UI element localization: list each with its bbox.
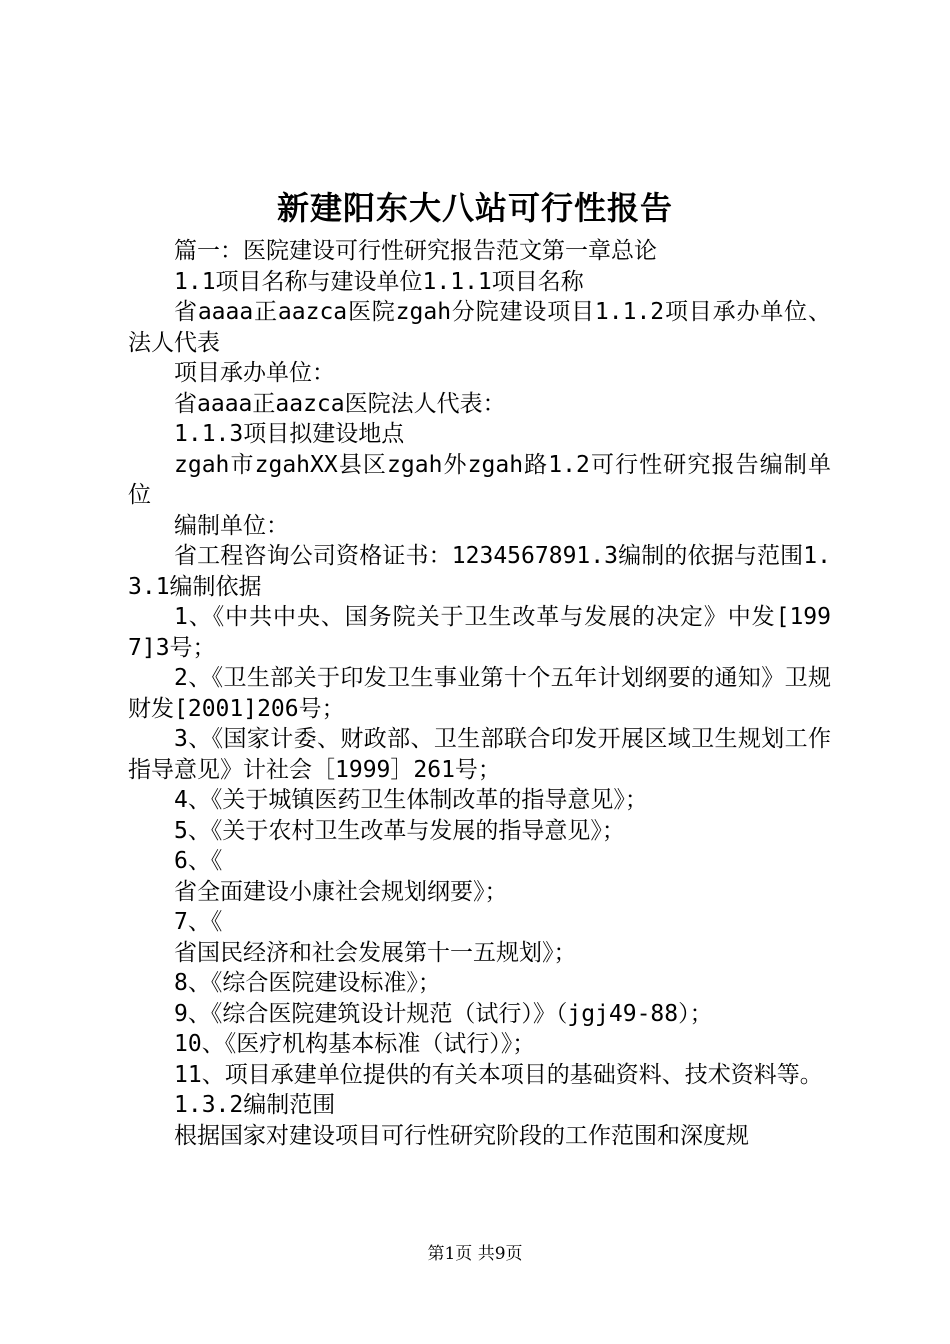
paragraph: 篇一：医院建设可行性研究报告范文第一章总论 (174, 238, 657, 264)
paragraph: 8、《综合医院建设标准》； (174, 970, 441, 996)
document-body (128, 236, 831, 1151)
paragraph: 省aaaa正aazca医院法人代表： (174, 390, 506, 417)
paragraph: 3、《国家计委、财政部、卫生部联合印发开展区域卫生规划工作指导意见》计社会［1999］261号； (128, 726, 831, 783)
paragraph: 1.3.2编制范围 (174, 1092, 336, 1118)
paragraph: 省工程咨询公司资格证书：1234567891.3编制的依据与范围1.3.1编制依据 (128, 543, 831, 600)
paragraph: 10、《医疗机构基本标准（试行）》； (174, 1031, 536, 1057)
paragraph: 省国民经济和社会发展第十一五规划》； (174, 939, 577, 966)
paragraph: 9、《综合医院建筑设计规范（试行）》（jgj49-88）； (174, 1000, 713, 1027)
paragraph: 1.1.3项目拟建设地点 (174, 421, 405, 447)
paragraph: 省aaaa正aazca医院zgah分院建设项目1.1.2项目承办单位、法人代表 (128, 299, 831, 356)
paragraph: 11、项目承建单位提供的有关本项目的基础资料、技术资料等。 (174, 1061, 823, 1088)
paragraph: 5、《关于农村卫生改革与发展的指导意见》； (174, 817, 625, 844)
paragraph: 编制单位： (174, 512, 289, 539)
paragraph: 1.1项目名称与建设单位1.1.1项目名称 (174, 268, 584, 295)
paragraph: 7、《 (174, 909, 223, 935)
paragraph: 4、《关于城镇医药卫生体制改革的指导意见》； (174, 787, 648, 813)
paragraph: 6、《 (174, 848, 223, 874)
paragraph: 根据国家对建设项目可行性研究阶段的工作范围和深度规 (174, 1122, 749, 1149)
paragraph: zgah市zgahXX县区zgah外zgah路1.2可行性研究报告编制单位 (128, 451, 831, 508)
paragraph: 2、《卫生部关于印发卫生事业第十个五年计划纲要的通知》卫规财发[2001]206号； (128, 665, 831, 722)
page-footer: 第1页 共9页 (427, 1244, 523, 1264)
paragraph: 项目承办单位： (174, 360, 335, 386)
document-title: 新建阳东大八站可行性报告 (276, 189, 673, 227)
paragraph: 1、《中共中央、国务院关于卫生改革与发展的决定》中发[1997]3号； (128, 604, 831, 661)
paragraph: 省全面建设小康社会规划纲要》； (174, 878, 508, 905)
